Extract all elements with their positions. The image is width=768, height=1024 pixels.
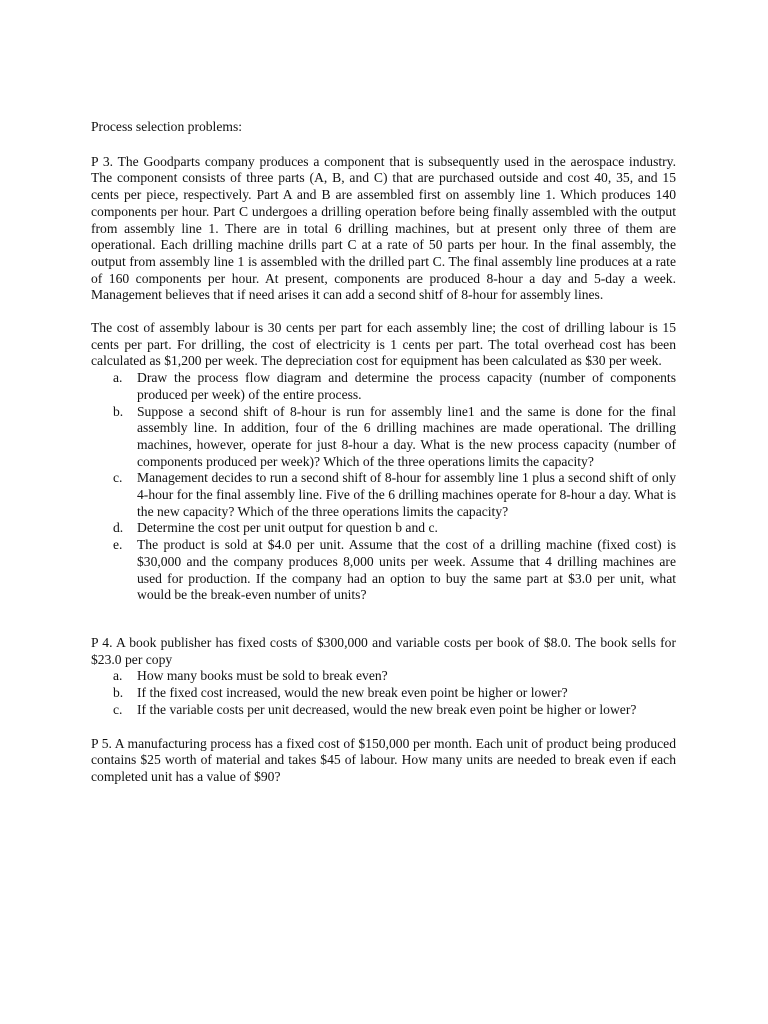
p4-question-c xyxy=(91,702,676,719)
question-text: The product is sold at $4.0 per unit. Assume that the cost of a drilling machine (fixed cost) is $30,000 and the company produces 8,000 units per week. Assume that 4 drilling machines are used for production. If the company had an option to buy the same part at $3.0 per unit, what would be the break-even number of units? xyxy=(137,537,676,603)
list-marker: b. xyxy=(113,685,124,701)
list-marker: a. xyxy=(113,370,123,386)
question-text: Management decides to run a second shift of 8-hour for assembly line 1 plus a second shift of only 4-hour for the final assembly line. Five of the 6 drilling machines operate for 8-hour a day. What is the new capacity? Which of the three operations limits the capacity? xyxy=(137,470,676,519)
question-text: If the fixed cost increased, would the new break even point be higher or lower? xyxy=(137,685,568,701)
p4-description: P 4. A book publisher has fixed costs of $300,000 and variable costs per book of $8.0. The book sells for $23.0 per copy xyxy=(91,634,676,667)
question-text: How many books must be sold to break even? xyxy=(137,668,388,684)
p4-question-b xyxy=(91,685,676,702)
p3-question-a xyxy=(91,370,676,403)
list-marker: c. xyxy=(113,470,123,486)
page-heading: Process selection problems: xyxy=(91,119,243,134)
list-marker: a. xyxy=(113,668,123,684)
p3-question-b xyxy=(91,404,676,471)
p3-question-c xyxy=(91,470,676,520)
p4-question-list xyxy=(91,668,676,718)
p3-cost-description: The cost of assembly labour is 30 cents per part for each assembly line; the cost of drilling labour is 15 cents per part. For drilling, the cost of electricity is 1 cents per part. The total overhead cost has been calculated as $1,200 per week. The depreciation cost for equipment has been calculated as $30 per week. xyxy=(91,320,676,369)
question-text: If the variable costs per unit decreased, would the new break even point be higher or lower? xyxy=(137,701,637,717)
list-marker: b. xyxy=(113,403,124,419)
question-text: Suppose a second shift of 8-hour is run for assembly line1 and the same is done for the final assembly line. In addition, four of the 6 drilling machines are made operational. The drilling machines, however, operate for just 8-hour a day. What is the new process capacity (number of components produced per week)? Which of the three operations limits the capacity? xyxy=(137,403,676,469)
list-marker: e. xyxy=(113,537,123,553)
list-marker: c. xyxy=(113,701,123,717)
list-marker: d. xyxy=(113,520,124,536)
p5-description: P 5. A manufacturing process has a fixed cost of $150,000 per month. Each unit of product being produced contains $25 worth of material and takes $45 of labour. How many units are needed to break even if each completed unit has a value of $90? xyxy=(91,735,676,784)
problem-p5 xyxy=(91,736,676,786)
question-text: Determine the cost per unit output for question b and c. xyxy=(137,520,438,536)
problem-p3 xyxy=(91,154,676,604)
question-text: Draw the process flow diagram and determine the process capacity (number of components produced per week) of the entire process. xyxy=(137,370,676,402)
document-page xyxy=(91,119,676,786)
p3-description: P 3. The Goodparts company produces a component that is subsequently used in the aerospace industry. The component consists of three parts (A, B, and C) that are purchased outside and cost 40, 35, and 15 cents per piece, respectively. Part A and B are assembled first on assembly line 1. Which produces 140 components per hour. Part C undergoes a drilling operation before being finally assembled with the output from assembly line 1. There are in total 6 drilling machines, but at present only three of them are operational. Each drilling machine drills part C at a rate of 50 parts per hour. In the final assembly, the output from assembly line 1 is assembled with the drilled part C. The final assembly line produces at a rate of 160 components per hour. At present, components are produced 8-hour a day and 5-day a week. Management believes that if need arises it can add a second shitf of 8-hour for assembly lines. xyxy=(91,153,676,303)
p3-question-d xyxy=(91,520,676,537)
p3-question-e xyxy=(91,537,676,604)
p3-question-list xyxy=(91,370,676,604)
problem-p4 xyxy=(91,635,676,719)
p4-question-a xyxy=(91,668,676,685)
